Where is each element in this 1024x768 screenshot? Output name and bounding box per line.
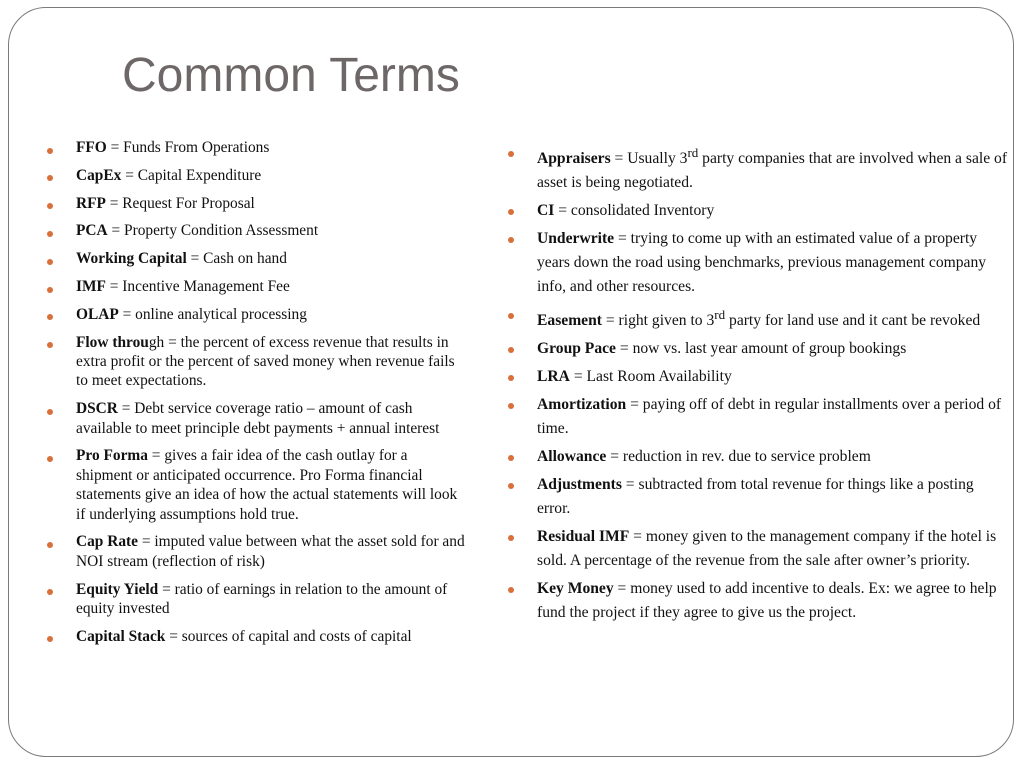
bullet-icon	[47, 589, 53, 595]
term-name: Equity Yield	[76, 580, 159, 598]
left-term-list	[47, 138, 467, 655]
list-item	[508, 365, 1008, 389]
term-name: OLAP	[76, 305, 119, 323]
list-item	[47, 138, 467, 157]
bullet-icon	[47, 456, 53, 462]
list-item	[47, 333, 467, 391]
term-name: CapEx	[76, 166, 122, 184]
list-item	[47, 627, 467, 646]
right-term-list	[508, 141, 1008, 629]
list-item	[47, 221, 467, 240]
term-name: Cap Rate	[76, 533, 138, 551]
ordinal-superscript: rd	[714, 307, 726, 323]
term-definition: = trying to come up with an estimated value of a property years down the road using benchmarks, previous management company info, and other resources.	[537, 230, 987, 296]
list-item	[508, 303, 1008, 333]
term-name: LRA	[537, 368, 570, 386]
list-item	[47, 532, 467, 571]
term-name: Easement	[537, 312, 602, 330]
bullet-icon	[47, 636, 53, 642]
term-name: FFO	[76, 139, 107, 156]
term-name: Key Money	[537, 580, 614, 598]
term-definition: = Debt service coverage ratio – amount of cash available to meet principle debt payments + annual interest	[76, 400, 440, 437]
term-definition: = reduction in rev. due to service problem	[606, 448, 871, 466]
term-definition: = Funds From Operations	[106, 139, 270, 156]
term-definition: = now vs. last year amount of group bookings	[615, 340, 907, 358]
list-item	[47, 249, 467, 268]
bullet-icon	[508, 535, 514, 541]
list-item	[47, 580, 467, 619]
list-item	[508, 141, 1008, 195]
bullet-icon	[47, 314, 53, 320]
term-definition: = imputed value between what the asset sold for and NOI stream (reflection of risk)	[76, 533, 465, 570]
term-definition: gh = the percent of excess revenue that results in extra profit or the percent of saved money when revenue fails to meet expectations.	[76, 333, 455, 390]
bullet-icon	[47, 231, 53, 237]
bullet-icon	[508, 209, 514, 215]
bullet-icon	[508, 455, 514, 461]
term-definition: = Cash on hand	[186, 250, 287, 268]
list-item	[508, 199, 1008, 223]
term-name: Residual IMF	[537, 528, 630, 546]
list-item	[47, 305, 467, 324]
list-item	[47, 194, 467, 213]
term-definition: = Property Condition Assessment	[107, 222, 319, 240]
list-item	[508, 337, 1008, 361]
term-name: Working Capital	[76, 250, 187, 268]
term-definition: = Usually 3	[610, 150, 688, 168]
list-item	[508, 473, 1008, 521]
bullet-icon	[47, 175, 53, 181]
list-item	[508, 577, 1008, 625]
term-definition: = Incentive Management Fee	[105, 277, 290, 295]
bullet-icon	[47, 148, 53, 154]
term-definition: = ratio of earnings in relation to the amount of equity invested	[76, 580, 448, 618]
term-definition: = money used to add incentive to deals. Ex: we agree to help fund the project if they agree to give us the project.	[537, 580, 997, 622]
term-definition: = gives a fair idea of the cash outlay for a shipment or anticipated occurrence. Pro Forma financial statements give an idea of how the actual statements will look if underlying assumptions hold true.	[76, 447, 458, 523]
ordinal-superscript: rd	[687, 145, 699, 160]
bullet-icon	[47, 287, 53, 293]
term-name: PCA	[76, 222, 108, 240]
list-item	[47, 399, 467, 438]
term-name: DSCR	[76, 400, 118, 418]
term-name: Group Pace	[537, 340, 616, 358]
bullet-icon	[508, 313, 514, 319]
list-item	[47, 277, 467, 296]
term-definition: = paying off of debt in regular installments over a period of time.	[537, 396, 1002, 438]
term-name: Adjustments	[537, 476, 622, 494]
bullet-icon	[47, 259, 53, 265]
bullet-icon	[47, 409, 53, 415]
term-name: Capital Stack	[76, 627, 166, 645]
term-definition: = Request For Proposal	[105, 194, 255, 212]
bullet-icon	[47, 203, 53, 209]
slide-title: Common Terms	[122, 49, 460, 102]
term-definition: = sources of capital and costs of capital	[165, 627, 412, 645]
term-definition: = money given to the management company if the hotel is sold. A percentage of the revenue from the sale after owner’s priority.	[537, 528, 997, 570]
list-item	[508, 393, 1008, 441]
slide-frame	[8, 7, 1014, 757]
term-name: Underwrite	[537, 230, 615, 248]
term-definition-continued: party for land use and it cant be revoked	[725, 312, 981, 330]
term-definition-continued: party companies that are involved when a sale of asset is being negotiated.	[537, 150, 1008, 192]
list-item	[508, 445, 1008, 469]
term-definition: = consolidated Inventory	[554, 202, 715, 220]
term-definition: = Capital Expenditure	[121, 166, 262, 184]
term-name: Allowance	[537, 448, 607, 466]
term-name: Pro Forma	[76, 447, 148, 465]
bullet-icon	[47, 342, 53, 348]
term-definition: = Last Room Availability	[569, 368, 732, 386]
bullet-icon	[508, 403, 514, 409]
list-item	[508, 525, 1008, 573]
term-name: Appraisers	[537, 150, 611, 168]
bullet-icon	[508, 347, 514, 353]
bullet-icon	[508, 587, 514, 593]
term-name: Flow throu	[76, 333, 149, 351]
bullet-icon	[508, 151, 514, 157]
term-definition: = right given to 3	[601, 312, 715, 330]
bullet-icon	[508, 375, 514, 381]
term-name: Amortization	[537, 396, 627, 414]
list-item	[508, 227, 1008, 299]
list-item	[47, 446, 467, 524]
term-name: IMF	[76, 277, 106, 295]
bullet-icon	[508, 483, 514, 489]
term-name: CI	[537, 202, 555, 220]
term-name: RFP	[76, 194, 106, 212]
bullet-icon	[508, 237, 514, 243]
list-item	[47, 166, 467, 185]
term-definition: = online analytical processing	[118, 305, 307, 323]
term-definition: = subtracted from total revenue for things like a posting error.	[537, 476, 974, 518]
bullet-icon	[47, 542, 53, 548]
